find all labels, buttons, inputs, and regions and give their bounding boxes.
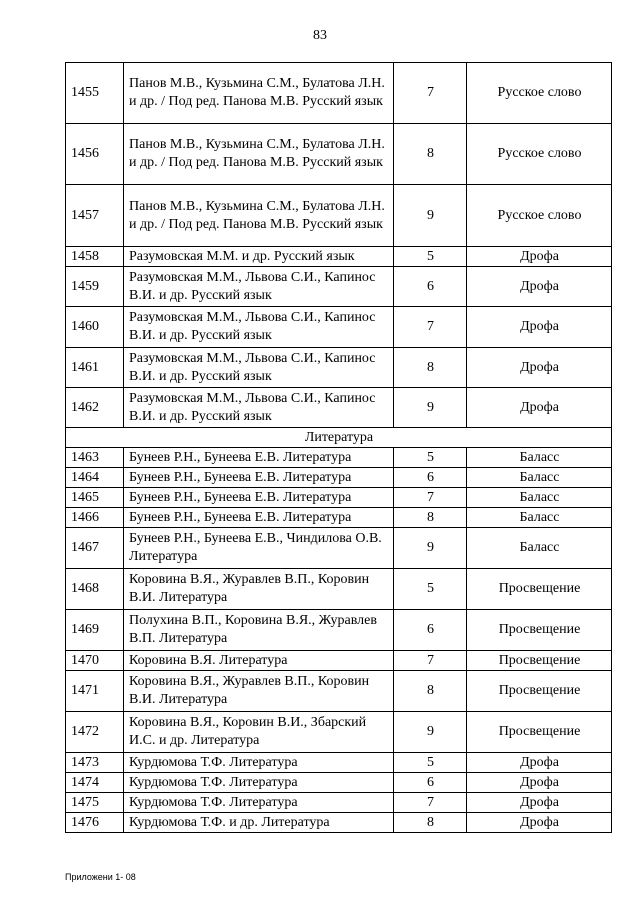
table-row — [66, 528, 612, 569]
row-number: 1465 — [66, 488, 124, 508]
author-title-cell: Полухина В.П., Коровина В.Я., Журавлев В.П. Литература — [124, 610, 394, 651]
author-title-cell: Бунеев Р.Н., Бунеева Е.В. Литература — [124, 448, 394, 468]
publisher-cell: Баласс — [467, 448, 612, 468]
author-title-cell: Разумовская М.М., Львова С.И., Капинос В.И. и др. Русский язык — [124, 307, 394, 348]
page-number: 83 — [313, 28, 327, 43]
publisher-cell: Дрофа — [467, 793, 612, 813]
grade-cell: 7 — [394, 793, 467, 813]
section-header-row — [66, 428, 612, 448]
row-number: 1464 — [66, 468, 124, 488]
publisher-cell: Дрофа — [467, 813, 612, 833]
row-number: 1460 — [66, 307, 124, 348]
grade-cell: 9 — [394, 712, 467, 753]
publisher-cell: Дрофа — [467, 267, 612, 307]
grade-cell: 7 — [394, 488, 467, 508]
table-row — [66, 267, 612, 307]
author-title-cell: Курдюмова Т.Ф. Литература — [124, 793, 394, 813]
author-title-cell: Панов М.В., Кузьмина С.М., Булатова Л.Н. и др. / Под ред. Панова М.В. Русский язык — [124, 185, 394, 247]
publisher-cell: Дрофа — [467, 307, 612, 348]
publisher-cell: Баласс — [467, 508, 612, 528]
row-number: 1476 — [66, 813, 124, 833]
table-row — [66, 185, 612, 247]
grade-cell: 8 — [394, 508, 467, 528]
publisher-cell: Дрофа — [467, 773, 612, 793]
grade-cell: 7 — [394, 63, 467, 124]
textbook-table — [65, 62, 612, 833]
publisher-cell: Дрофа — [467, 247, 612, 267]
table-row — [66, 610, 612, 651]
author-title-cell: Коровина В.Я., Журавлев В.П., Коровин В.И. Литература — [124, 671, 394, 712]
publisher-cell: Просвещение — [467, 671, 612, 712]
row-number: 1468 — [66, 569, 124, 610]
table-row — [66, 63, 612, 124]
publisher-cell: Русское слово — [467, 124, 612, 185]
publisher-cell: Дрофа — [467, 348, 612, 388]
grade-cell: 6 — [394, 468, 467, 488]
author-title-cell: Бунеев Р.Н., Бунеева Е.В. Литература — [124, 508, 394, 528]
row-number: 1473 — [66, 753, 124, 773]
author-title-cell: Панов М.В., Кузьмина С.М., Булатова Л.Н. и др. / Под ред. Панова М.В. Русский язык — [124, 124, 394, 185]
publisher-cell: Просвещение — [467, 610, 612, 651]
table-row — [66, 793, 612, 813]
row-number: 1455 — [66, 63, 124, 124]
grade-cell: 5 — [394, 448, 467, 468]
table-row — [66, 124, 612, 185]
table-row — [66, 569, 612, 610]
publisher-cell: Баласс — [467, 528, 612, 569]
grade-cell: 8 — [394, 348, 467, 388]
publisher-cell: Дрофа — [467, 388, 612, 428]
author-title-cell: Разумовская М.М., Львова С.И., Капинос В.И. и др. Русский язык — [124, 267, 394, 307]
table-row — [66, 508, 612, 528]
row-number: 1474 — [66, 773, 124, 793]
footer-note: Приложени 1- 08 — [65, 872, 136, 882]
author-title-cell: Бунеев Р.Н., Бунеева Е.В. Литература — [124, 468, 394, 488]
grade-cell: 9 — [394, 528, 467, 569]
grade-cell: 5 — [394, 569, 467, 610]
publisher-cell: Просвещение — [467, 712, 612, 753]
table-row — [66, 671, 612, 712]
author-title-cell: Бунеев Р.Н., Бунеева Е.В., Чиндилова О.В. Литература — [124, 528, 394, 569]
table-row — [66, 388, 612, 428]
publisher-cell: Русское слово — [467, 63, 612, 124]
grade-cell: 6 — [394, 267, 467, 307]
author-title-cell: Коровина В.Я. Литература — [124, 651, 394, 671]
row-number: 1459 — [66, 267, 124, 307]
row-number: 1467 — [66, 528, 124, 569]
row-number: 1461 — [66, 348, 124, 388]
publisher-cell: Баласс — [467, 488, 612, 508]
author-title-cell: Панов М.В., Кузьмина С.М., Булатова Л.Н. и др. / Под ред. Панова М.В. Русский язык — [124, 63, 394, 124]
grade-cell: 9 — [394, 388, 467, 428]
table-row — [66, 651, 612, 671]
author-title-cell: Курдюмова Т.Ф. Литература — [124, 753, 394, 773]
author-title-cell: Коровина В.Я., Журавлев В.П., Коровин В.И. Литература — [124, 569, 394, 610]
section-title: Литература — [66, 428, 612, 448]
author-title-cell: Курдюмова Т.Ф. Литература — [124, 773, 394, 793]
publisher-cell: Дрофа — [467, 753, 612, 773]
row-number: 1475 — [66, 793, 124, 813]
publisher-cell: Просвещение — [467, 569, 612, 610]
table-row — [66, 813, 612, 833]
row-number: 1471 — [66, 671, 124, 712]
publisher-cell: Просвещение — [467, 651, 612, 671]
grade-cell: 8 — [394, 671, 467, 712]
author-title-cell: Разумовская М.М., Львова С.И., Капинос В.И. и др. Русский язык — [124, 388, 394, 428]
row-number: 1470 — [66, 651, 124, 671]
table-row — [66, 468, 612, 488]
grade-cell: 5 — [394, 247, 467, 267]
table-row — [66, 448, 612, 468]
grade-cell: 7 — [394, 651, 467, 671]
author-title-cell: Разумовская М.М., Львова С.И., Капинос В.И. и др. Русский язык — [124, 348, 394, 388]
table-row — [66, 247, 612, 267]
grade-cell: 8 — [394, 813, 467, 833]
author-title-cell: Курдюмова Т.Ф. и др. Литература — [124, 813, 394, 833]
grade-cell: 6 — [394, 773, 467, 793]
row-number: 1462 — [66, 388, 124, 428]
table-row — [66, 773, 612, 793]
author-title-cell: Коровина В.Я., Коровин В.И., Збарский И.С. и др. Литература — [124, 712, 394, 753]
grade-cell: 5 — [394, 753, 467, 773]
table-row — [66, 348, 612, 388]
row-number: 1458 — [66, 247, 124, 267]
grade-cell: 7 — [394, 307, 467, 348]
row-number: 1457 — [66, 185, 124, 247]
table-row — [66, 307, 612, 348]
grade-cell: 6 — [394, 610, 467, 651]
row-number: 1469 — [66, 610, 124, 651]
table-row — [66, 712, 612, 753]
author-title-cell: Бунеев Р.Н., Бунеева Е.В. Литература — [124, 488, 394, 508]
author-title-cell: Разумовская М.М. и др. Русский язык — [124, 247, 394, 267]
grade-cell: 8 — [394, 124, 467, 185]
row-number: 1456 — [66, 124, 124, 185]
table-row — [66, 753, 612, 773]
row-number: 1466 — [66, 508, 124, 528]
publisher-cell: Баласс — [467, 468, 612, 488]
publisher-cell: Русское слово — [467, 185, 612, 247]
row-number: 1463 — [66, 448, 124, 468]
row-number: 1472 — [66, 712, 124, 753]
table-row — [66, 488, 612, 508]
grade-cell: 9 — [394, 185, 467, 247]
